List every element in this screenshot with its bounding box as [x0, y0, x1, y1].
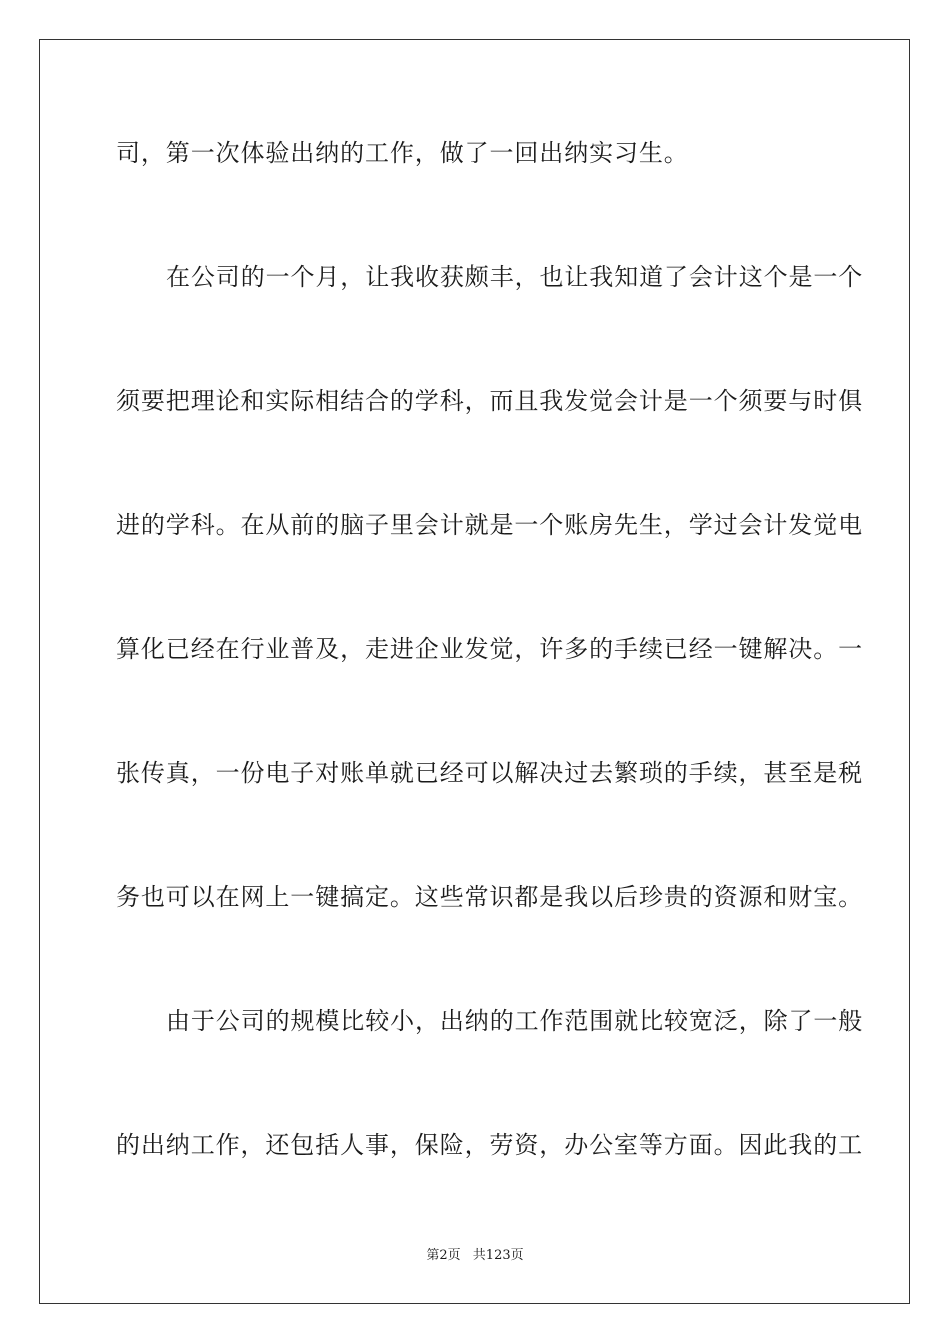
text-line: 须要把理论和实际相结合的学科，而且我发觉会计是一个须要与时俱	[116, 387, 863, 415]
page-number: 第2页	[426, 1248, 461, 1263]
text-line: 张传真，一份电子对账单就已经可以解决过去繁琐的手续，甚至是税	[116, 759, 863, 787]
paragraph-start-line: 由于公司的规模比较小，出纳的工作范围就比较宽泛，除了一般	[166, 1007, 864, 1035]
text-line: 务也可以在网上一键搞定。这些常识都是我以后珍贵的资源和财宝。	[116, 883, 863, 911]
text-line: 的出纳工作，还包括人事，保险，劳资，办公室等方面。因此我的工	[116, 1131, 863, 1159]
text-line: 算化已经在行业普及，走进企业发觉，许多的手续已经一键解决。一	[116, 635, 863, 663]
paragraph-start-line: 在公司的一个月，让我收获颇丰，也让我知道了会计这个是一个	[166, 263, 864, 291]
page-footer	[0, 1247, 950, 1265]
text-line: 司，第一次体验出纳的工作，做了一回出纳实习生。	[116, 139, 689, 167]
page-border	[39, 39, 910, 1304]
page-total: 共123页	[472, 1248, 524, 1263]
text-line: 进的学科。在从前的脑子里会计就是一个账房先生，学过会计发觉电	[116, 511, 863, 539]
